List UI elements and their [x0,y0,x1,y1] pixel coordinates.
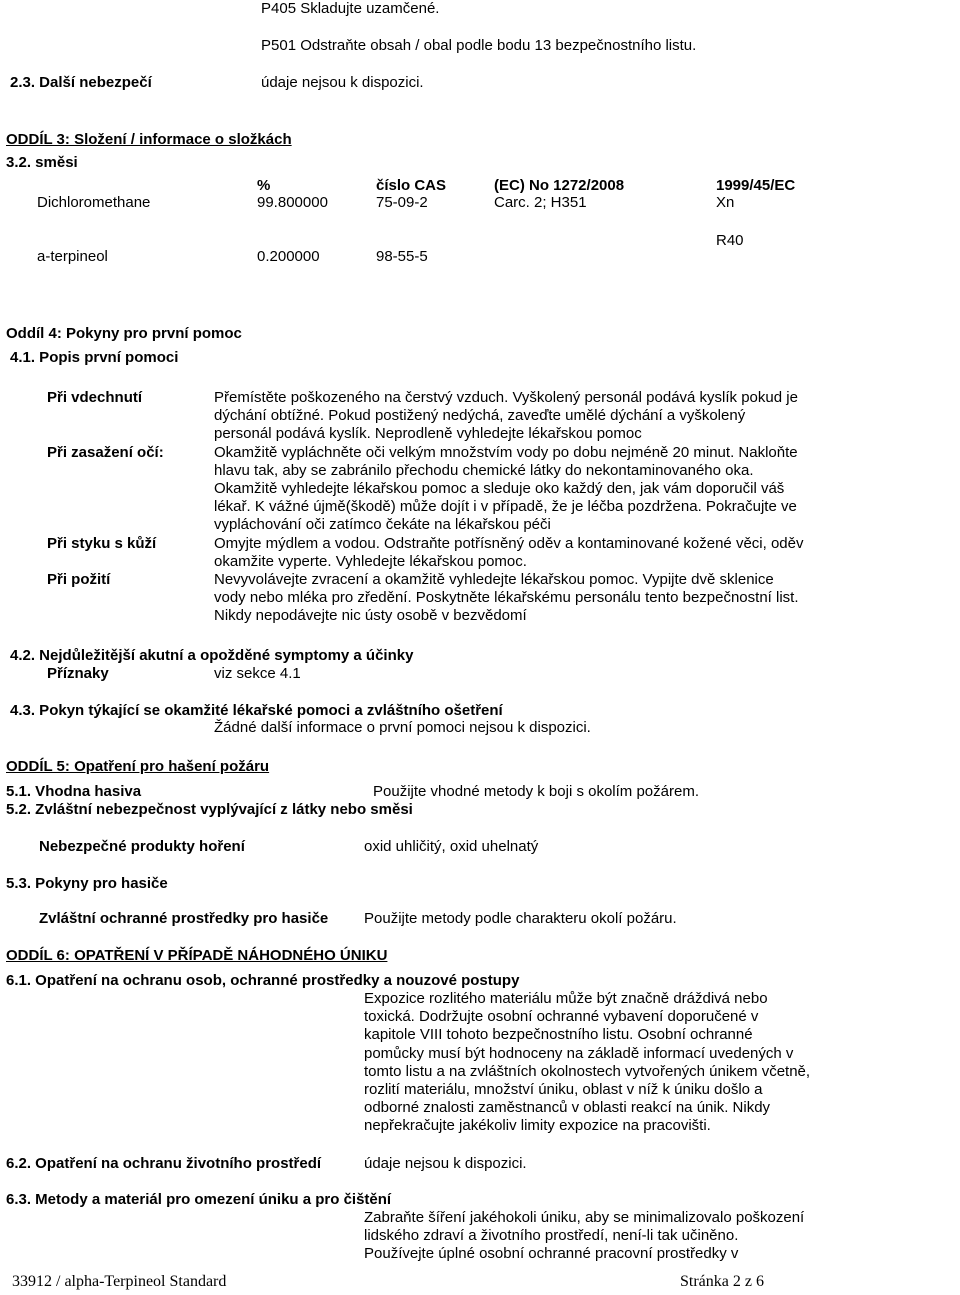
text-line: lékař. K vážné újmě(škodě) může dojít i v případě, že je léčba pozdržena. Pokračujte ve [214,498,797,516]
row2-name: a-terpineol [37,248,108,265]
s6-1-heading: 6.1. Opatření na ochranu osob, ochranné prostředky a nouzové postupy [6,972,520,989]
label-inhalation: Při vdechnutí [47,389,143,406]
label-skin-contact: Při styku s kůží [47,535,157,552]
row2-pct: 0.200000 [257,248,320,265]
section6-title: ODDÍL 6: OPATŘENÍ V PŘÍPADĚ NÁHODNÉHO ÚNIKU [6,947,388,964]
priznaky-label: Příznaky [47,665,109,682]
s4-2-heading: 4.2. Nejdůležitější akutní a opožděné symptomy a účinky [10,647,414,664]
row1-r: R40 [716,232,744,249]
text-line: Zabraňte šíření jakéhokoli úniku, aby se minimalizovalo poškození [364,1209,805,1226]
col-header-ec: (EC) No 1272/2008 [494,177,625,194]
text-line: rozlití materiálu, množství úniku, oblast v níž k úniku došlo a [364,1081,763,1099]
footer-page-number: Stránka 2 z 6 [680,1273,764,1290]
row1-cas: 75-09-2 [376,194,428,211]
text-line: hlavu tak, aby se zabránilo přechodu chemické látky do nekontaminovaného oka. [214,461,754,479]
first-aid-text [214,389,803,626]
s2-3-label: 2.3. Další nebezpečí [10,74,152,91]
col-header-cas: číslo CAS [376,177,447,194]
text-line: lidského zdraví a životního prostředí, není-li tak učiněno. [364,1227,739,1245]
section3-subtitle: 3.2. směsi [6,154,78,171]
row1-pct: 99.800000 [257,194,328,211]
text-line: Expozice rozlitého materiálu může být značně dráždivá nebo [364,990,768,1007]
text-line: pomůcky musí být hodnoceny na základě informací uvedených v [364,1044,794,1062]
text-line: toxická. Dodržujte osobní ochranné vybavení doporučené v [364,1008,759,1026]
s2-3-value: údaje nejsou k dispozici. [261,74,424,91]
section5-title: ODDÍL 5: Opatření pro hašení požáru [6,758,270,775]
s6-3-heading: 6.3. Metody a materiál pro omezení úniku a pro čištění [6,1191,392,1208]
section3-title: ODDÍL 3: Složení / informace o složkách [6,131,292,148]
text-line: Omyjte mýdlem a vodou. Odstraňte potřísněný oděv a kontaminované kožené věci, oděv [214,534,804,552]
s4-3-value: Žádné další informace o první pomoci nejsou k dispozici. [214,719,591,736]
text-line: Nevyvolávejte zvracení a okamžitě vyhledejte lékařskou pomoc. Vypijte dvě sklenice [214,571,774,589]
s4-3-heading: 4.3. Pokyn týkající se okamžité lékařské pomoci a zvláštního ošetření [10,702,503,719]
text-line: nepřekračujte jakékoliv limity expozice na pracovišti. [364,1117,711,1135]
row2-cas: 98-55-5 [376,248,428,265]
section4-title: Oddíl 4: Pokyny pro první pomoc [6,325,242,342]
label-ingestion: Při požití [47,571,111,588]
text-line: Přemístěte poškozeného na čerstvý vzduch. Vyškolený personál podává kyslík pokud je [214,389,798,406]
footer-document-id: 33912 / alpha-Terpineol Standard [12,1273,227,1290]
col-header-pct: % [257,177,271,194]
text-line: kapitole VIII tohoto bezpečnostního listu. Osobní ochranné [364,1026,753,1044]
text-line: dýchání obtížné. Pokud postižený nedýchá, zaveďte umělé dýchání a vyškolený [214,407,746,425]
s5-3-heading: 5.3. Pokyny pro hasiče [6,875,168,892]
row1-dir: Xn [716,194,735,211]
p501-statement: P501 Odstraňte obsah / obal podle bodu 13 bezpečnostního listu. [261,37,697,54]
text-line: Okamžitě vypláchněte oči velkým množstvím vody po dobu nejméně 20 minut. Nakloňte [214,443,798,461]
text-line: Nikdy nepodávejte nic ústy osobě v bezvědomí [214,607,527,625]
text-line: vody nebo mléka pro zředění. Poskytněte lékařskému personálu tento bezpečnostní list. [214,589,799,607]
text-line: Okamžitě vyhledejte lékařskou pomoc a sleduje oko každý den, jak vám doporučil váš [214,480,785,498]
label-eye-contact: Při zasažení očí: [47,444,164,461]
text-line: vypláchování oči zatímco čekáte na lékařskou péči [214,516,551,534]
hazard-label: Nebezpečné produkty hoření [39,838,245,855]
protect-label: Zvláštní ochranné prostředky pro hasiče [39,910,329,927]
s6-3-text [364,1209,804,1264]
s5-1-label: 5.1. Vhodna hasiva [6,783,142,800]
text-line: personál podává kyslík. Neprodleně vyhledejte lékařskou pomoc [214,425,642,443]
s5-2-heading: 5.2. Zvláštní nebezpečnost vyplývající z látky nebo směsi [6,801,413,818]
text-line: okamžite vyperte. Vyhledejte lékařskou pomoc. [214,552,527,570]
text-line: tomto listu a na zvláštních okolnostech vytvořených únikem včetně, [364,1062,811,1080]
s6-2-value: údaje nejsou k dispozici. [364,1155,527,1172]
s6-1-text [364,990,810,1136]
row1-ec: Carc. 2; H351 [494,194,587,211]
hazard-value: oxid uhličitý, oxid uhelnatý [364,838,539,855]
col-header-dir: 1999/45/EC [716,177,796,194]
priznaky-value: viz sekce 4.1 [214,665,301,682]
row1-name: Dichloromethane [37,194,151,211]
text-line: odborné znalosti zaměstnanců v oblasti reakcí na únik. Nikdy [364,1099,771,1117]
s6-2-label: 6.2. Opatření na ochranu životního prostředí [6,1155,322,1172]
text-line: Používejte úplné osobní ochranné pracovní prostředky v [364,1245,739,1263]
protect-value: Použijte metody podle charakteru okolí požáru. [364,910,677,927]
s5-1-value: Použijte vhodné metody k boji s okolím požárem. [373,783,699,800]
p405-statement: P405 Skladujte uzamčené. [261,0,440,17]
s4-1-heading: 4.1. Popis první pomoci [10,349,179,366]
